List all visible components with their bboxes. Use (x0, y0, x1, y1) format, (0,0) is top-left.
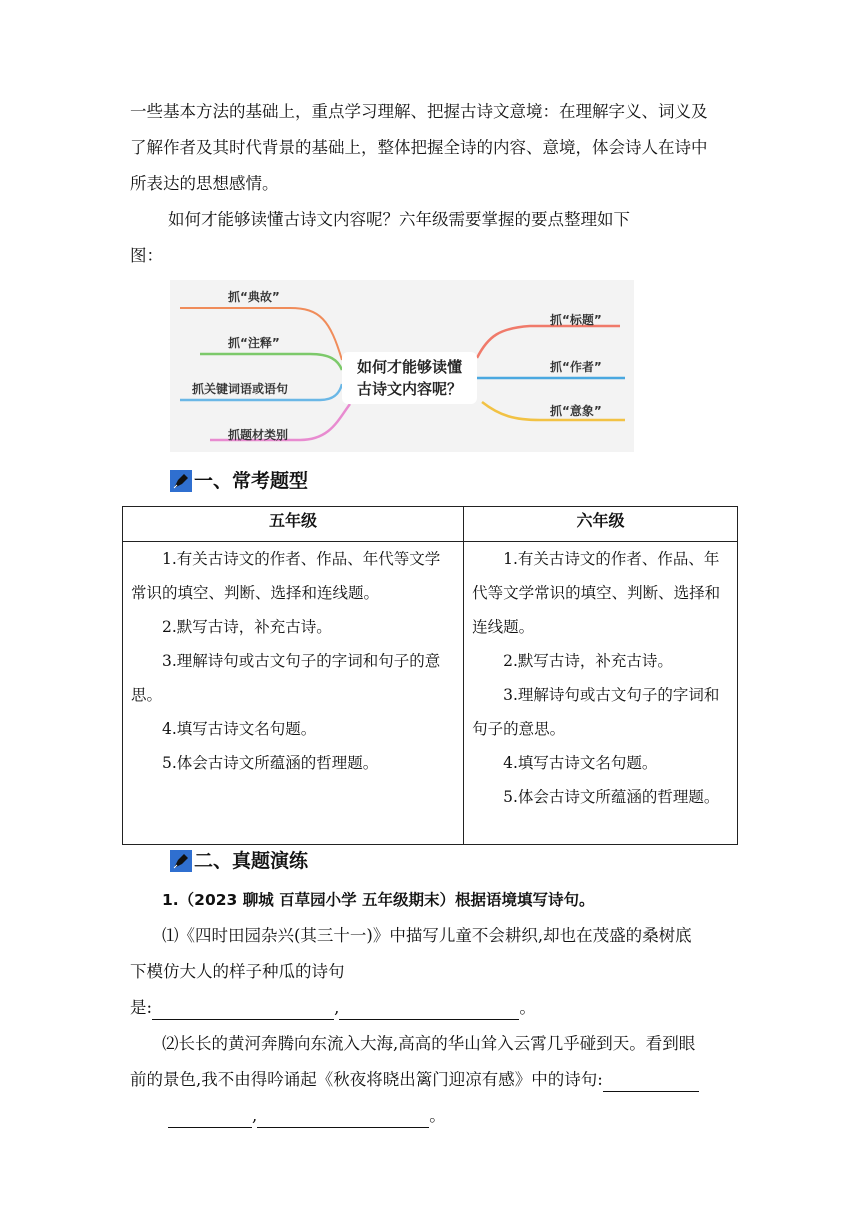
grade5-item-5: 5.体会古诗文所蕴涵的哲理题。 (162, 754, 379, 772)
mindmap-center-node (342, 352, 477, 404)
grade6-item-5: 5.体会古诗文所蕴涵的哲理题。 (503, 788, 720, 806)
grade5-item-3: 3.理解诗句或古文句子的字词和句子的意思。 (131, 652, 441, 704)
intro-line-2: 了解作者及其时代背景的基础上，整体把握全诗的内容、意境，体会诗人在诗中 (130, 138, 708, 157)
answer-prefix: 是: (130, 998, 153, 1017)
section-heading-1 (170, 468, 308, 494)
section-title-1: 一、常考题型 (194, 470, 309, 492)
answer-period: 。 (429, 1106, 446, 1125)
mindmap-left-1: 抓“典故” (228, 290, 280, 304)
grade5-item-2: 2.默写古诗，补充古诗。 (162, 618, 332, 636)
mindmap-right-3: 抓“意象” (550, 404, 602, 418)
pen-icon (170, 470, 192, 492)
answer-blank-3a[interactable] (603, 1073, 699, 1092)
answer-blank-3b[interactable] (168, 1109, 252, 1128)
question-1-part-1-line-1: ⑴《四时田园杂兴(其三十一)》中描写儿童不会耕织,却也在茂盛的桑树底 (162, 926, 692, 945)
question-types-table (122, 506, 738, 845)
section-title-2: 二、真题演练 (194, 850, 309, 872)
intro-line-1: 一些基本方法的基础上，重点学习理解、把握古诗文意境：在理解字义、词义及 (130, 102, 708, 121)
mindmap-right-1: 抓“标题” (550, 313, 602, 327)
table-header-row (123, 507, 738, 542)
intro-line-5: 图： (130, 246, 163, 265)
answer-blank-1[interactable] (152, 1001, 334, 1020)
intro-line-4: 如何才能够读懂古诗文内容呢？六年级需要掌握的要点整理如下 (168, 210, 630, 229)
mindmap-left-3: 抓关键词语或语句 (192, 382, 289, 396)
question-1-part-1-answer (130, 996, 536, 1020)
branch-left-2 (200, 354, 342, 370)
grade5-item-1: 1.有关古诗文的作者、作品、年代等文学常识的填空、判断、选择和连线题。 (131, 550, 441, 602)
question-1-part-2-answer (168, 1104, 446, 1128)
question-1-part-1-line-2: 下模仿大人的样子种瓜的诗句 (130, 962, 345, 981)
mindmap-left-2: 抓“注释” (228, 336, 280, 350)
grade6-item-1: 1.有关古诗文的作者、作品、年代等文学常识的填空、判断、选择和连线题。 (472, 550, 721, 636)
grade6-item-4: 4.填写古诗文名句题。 (503, 754, 658, 772)
pen-icon (170, 850, 192, 872)
grade6-cell (464, 542, 738, 845)
answer-blank-4[interactable] (257, 1109, 429, 1128)
mindmap-right-2: 抓“作者” (550, 360, 602, 374)
mindmap-figure (170, 280, 634, 452)
answer-comma: , (334, 998, 340, 1017)
intro-line-3: 所表达的思想感情。 (130, 174, 279, 193)
mindmap-center-line-1: 如何才能够读懂 (356, 358, 462, 376)
grade5-item-4: 4.填写古诗文名句题。 (162, 720, 317, 738)
mindmap-left-4: 抓题材类别 (228, 428, 289, 442)
question-1-part-2-line-2 (130, 1068, 699, 1092)
answer-period: 。 (519, 998, 536, 1017)
question-1-part-2-text: 前的景色,我不由得吟诵起《秋夜将晓出篱门迎凉有感》中的诗句: (130, 1070, 603, 1089)
section-heading-2 (170, 848, 308, 874)
answer-blank-2[interactable] (339, 1001, 519, 1020)
mindmap-center-line-2: 古诗文内容呢？ (356, 380, 462, 398)
question-1-part-2-line-1: ⑵长长的黄河奔腾向东流入大海,高高的华山耸入云霄几乎碰到天。看到眼 (162, 1034, 696, 1053)
branch-right-1 (477, 326, 620, 358)
question-1-title: 1.（2023 聊城 百草园小学 五年级期末）根据语境填写诗句。 (162, 891, 595, 909)
grade6-item-3: 3.理解诗句或古文句子的字词和句子的意思。 (472, 686, 720, 738)
table-header-grade5: 五年级 (123, 507, 464, 542)
answer-comma: , (252, 1106, 258, 1125)
table-header-grade6: 六年级 (464, 507, 738, 542)
grade6-item-2: 2.默写古诗，补充古诗。 (503, 652, 673, 670)
table-row (123, 542, 738, 845)
grade5-cell (123, 542, 464, 845)
